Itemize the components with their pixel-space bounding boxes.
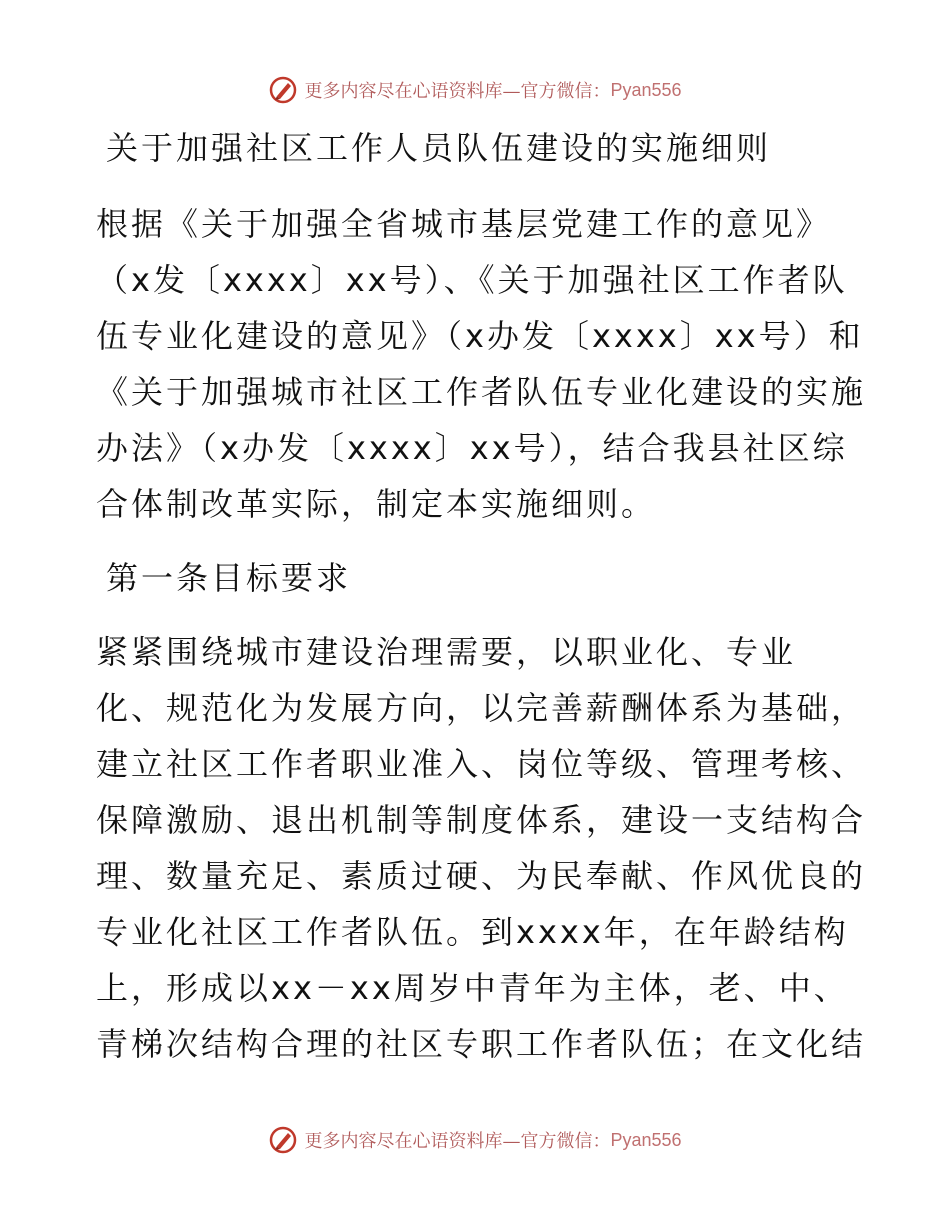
paragraph-line: 理、数量充足、素质过硬、为民奉献、作风优良的: [96, 857, 867, 895]
section-heading: 第一条目标要求: [106, 559, 352, 597]
watermark-text: 更多内容尽在心语资料库—官方微信：: [304, 81, 611, 102]
paragraph-line: 化、规范化为发展方向，以完善薪酬体系为基础，: [96, 689, 867, 727]
watermark-handle: Pyan556: [610, 79, 682, 100]
watermark-header: [0, 70, 950, 110]
pen-logo-icon: [268, 1125, 298, 1155]
paragraph-line: 伍专业化建设的意见》（x办发〔xxxx〕xx号）和: [96, 317, 864, 355]
paragraph-line: 紧紧围绕城市建设治理需要，以职业化、专业: [96, 633, 797, 671]
paragraph-line: 根据《关于加强全省城市基层党建工作的意见》: [96, 205, 832, 243]
paragraph-line: 办法》（x办发〔xxxx〕xx号），结合我县社区综: [96, 429, 848, 467]
pen-logo-icon: [268, 75, 298, 105]
intro-paragraph: [96, 196, 867, 532]
watermark-handle: Pyan556: [610, 1129, 682, 1150]
document-title: 关于加强社区工作人员队伍建设的实施细则: [106, 129, 772, 167]
paragraph-line: 建立社区工作者职业准入、岗位等级、管理考核、: [96, 745, 867, 783]
document-body: [96, 120, 867, 1072]
watermark-footer: [0, 1120, 950, 1160]
paragraph-line: 青梯次结构合理的社区专职工作者队伍；在文化结: [96, 1025, 867, 1063]
paragraph-line: （x发〔xxxx〕xx号）、《关于加强社区工作者队: [96, 261, 848, 299]
paragraph-line: 合体制改革实际，制定本实施细则。: [96, 485, 657, 523]
paragraph-line: 上，形成以xx－xx周岁中青年为主体，老、中、: [96, 969, 849, 1007]
watermark-text: 更多内容尽在心语资料库—官方微信：: [304, 1131, 611, 1152]
section-paragraph: [96, 624, 867, 1072]
paragraph-line: 保障激励、退出机制等制度体系，建设一支结构合: [96, 801, 867, 839]
paragraph-line: 专业化社区工作者队伍。到xxxx年，在年龄结构: [96, 913, 849, 951]
paragraph-line: 《关于加强城市社区工作者队伍专业化建设的实施: [96, 373, 867, 411]
